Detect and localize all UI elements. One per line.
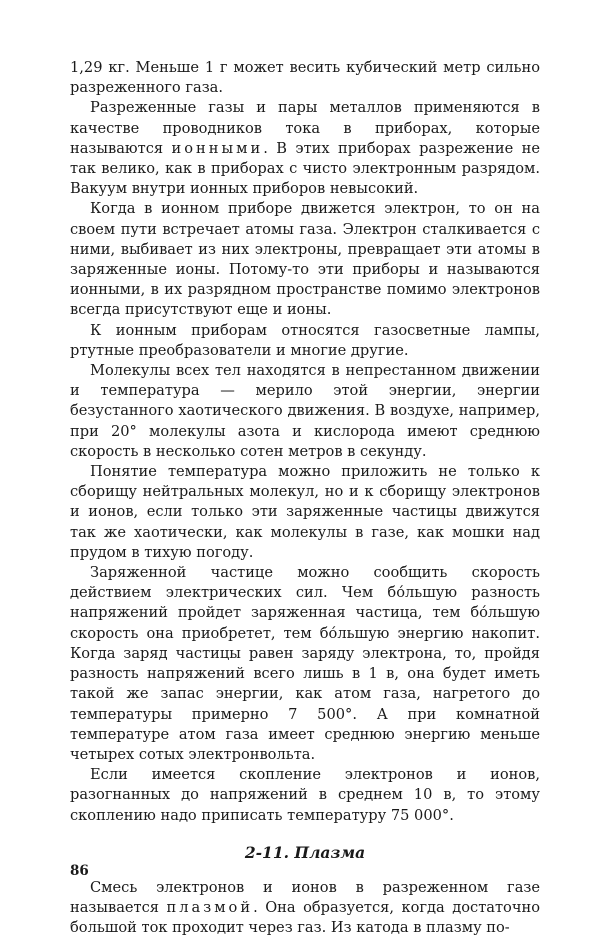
page-body (70, 58, 540, 938)
paragraph-3: Когда в ионном приборе движется электрон, то он на своем пути встречает атомы газа. Электрон сталкивается с ними, выбивает из них электроны, превращает эти атомы в заряженные ионы. Потому-то эти приборы и называются ионными, в их разрядном пространстве помимо электронов всегда присутствуют еще и ионы. (70, 200, 540, 319)
paragraph-2-start: Разреженные газы и пары металлов применяются в качестве проводников тока в приборах, которые называются (70, 99, 540, 157)
section-heading: 2-11. Плазма (244, 842, 366, 862)
paragraph-9-start: Смесь электронов и ионов в разреженном газе называется (70, 878, 540, 916)
paragraph-2-end: . В этих приборах разрежение не так велико, как в приборах с чисто электронным разрядом. Вакуум внутри ионных приборов невысокий. (70, 139, 541, 198)
emphasized-term: ионными (171, 139, 264, 157)
paragraph-2 (70, 98, 540, 199)
paragraph-9 (70, 878, 540, 939)
paragraph-7: Заряженной частице можно сообщить скорость действием электрических сил. Чем бо́льшую разность напряжений пройдет заряженная частица, тем бо́льшую скорость она приобретет, тем бо́льшую энергию накопит. Когда заряд частицы равен заряду электрона, то, пройдя разность напряжений всего лишь в 1 в, она будет иметь такой же запас энергии, как атом газа, нагретого до температуры примерно 7 500°. А при комнатной температуре атом газа имеет среднюю энергию меньше четырех сотых электронвольта. (70, 564, 540, 763)
paragraph-4: К ионным приборам относятся газосветные лампы, ртутные преобразователи и многие другие. (70, 321, 540, 359)
paragraph-1: 1,29 кг. Меньше 1 г может весить кубический метр сильно разреженного газа. (70, 59, 540, 97)
paragraph-9-end: . Она образуется, когда достаточно большой ток проходит через газ. Из катода в плазму по- (70, 898, 540, 937)
paragraph-8: Если имеется скопление электронов и ионов, разогнанных до напряжений в среднем 10 в, то этому скоплению надо приписать температуру 75 000°. (70, 766, 540, 824)
emphasized-term: плазмой (166, 898, 254, 916)
paragraph-6: Понятие температура можно приложить не только к сборищу нейтральных молекул, но и к сборищу электронов и ионов, если только эти заряженные частицы движутся так же хаотически, как молекулы в газе, как мошки над прудом в тихую погоду. (70, 463, 540, 561)
paragraph-5: Молекулы всех тел находятся в непрестанном движении и температура — мерило этой энергии, энергии безустанного хаотического движения. В воздухе, например, при 20° молекулы азота и кислорода имеют среднюю скорость в несколько сотен метров в секунду. (70, 362, 540, 460)
page-number: 86 (70, 863, 89, 879)
